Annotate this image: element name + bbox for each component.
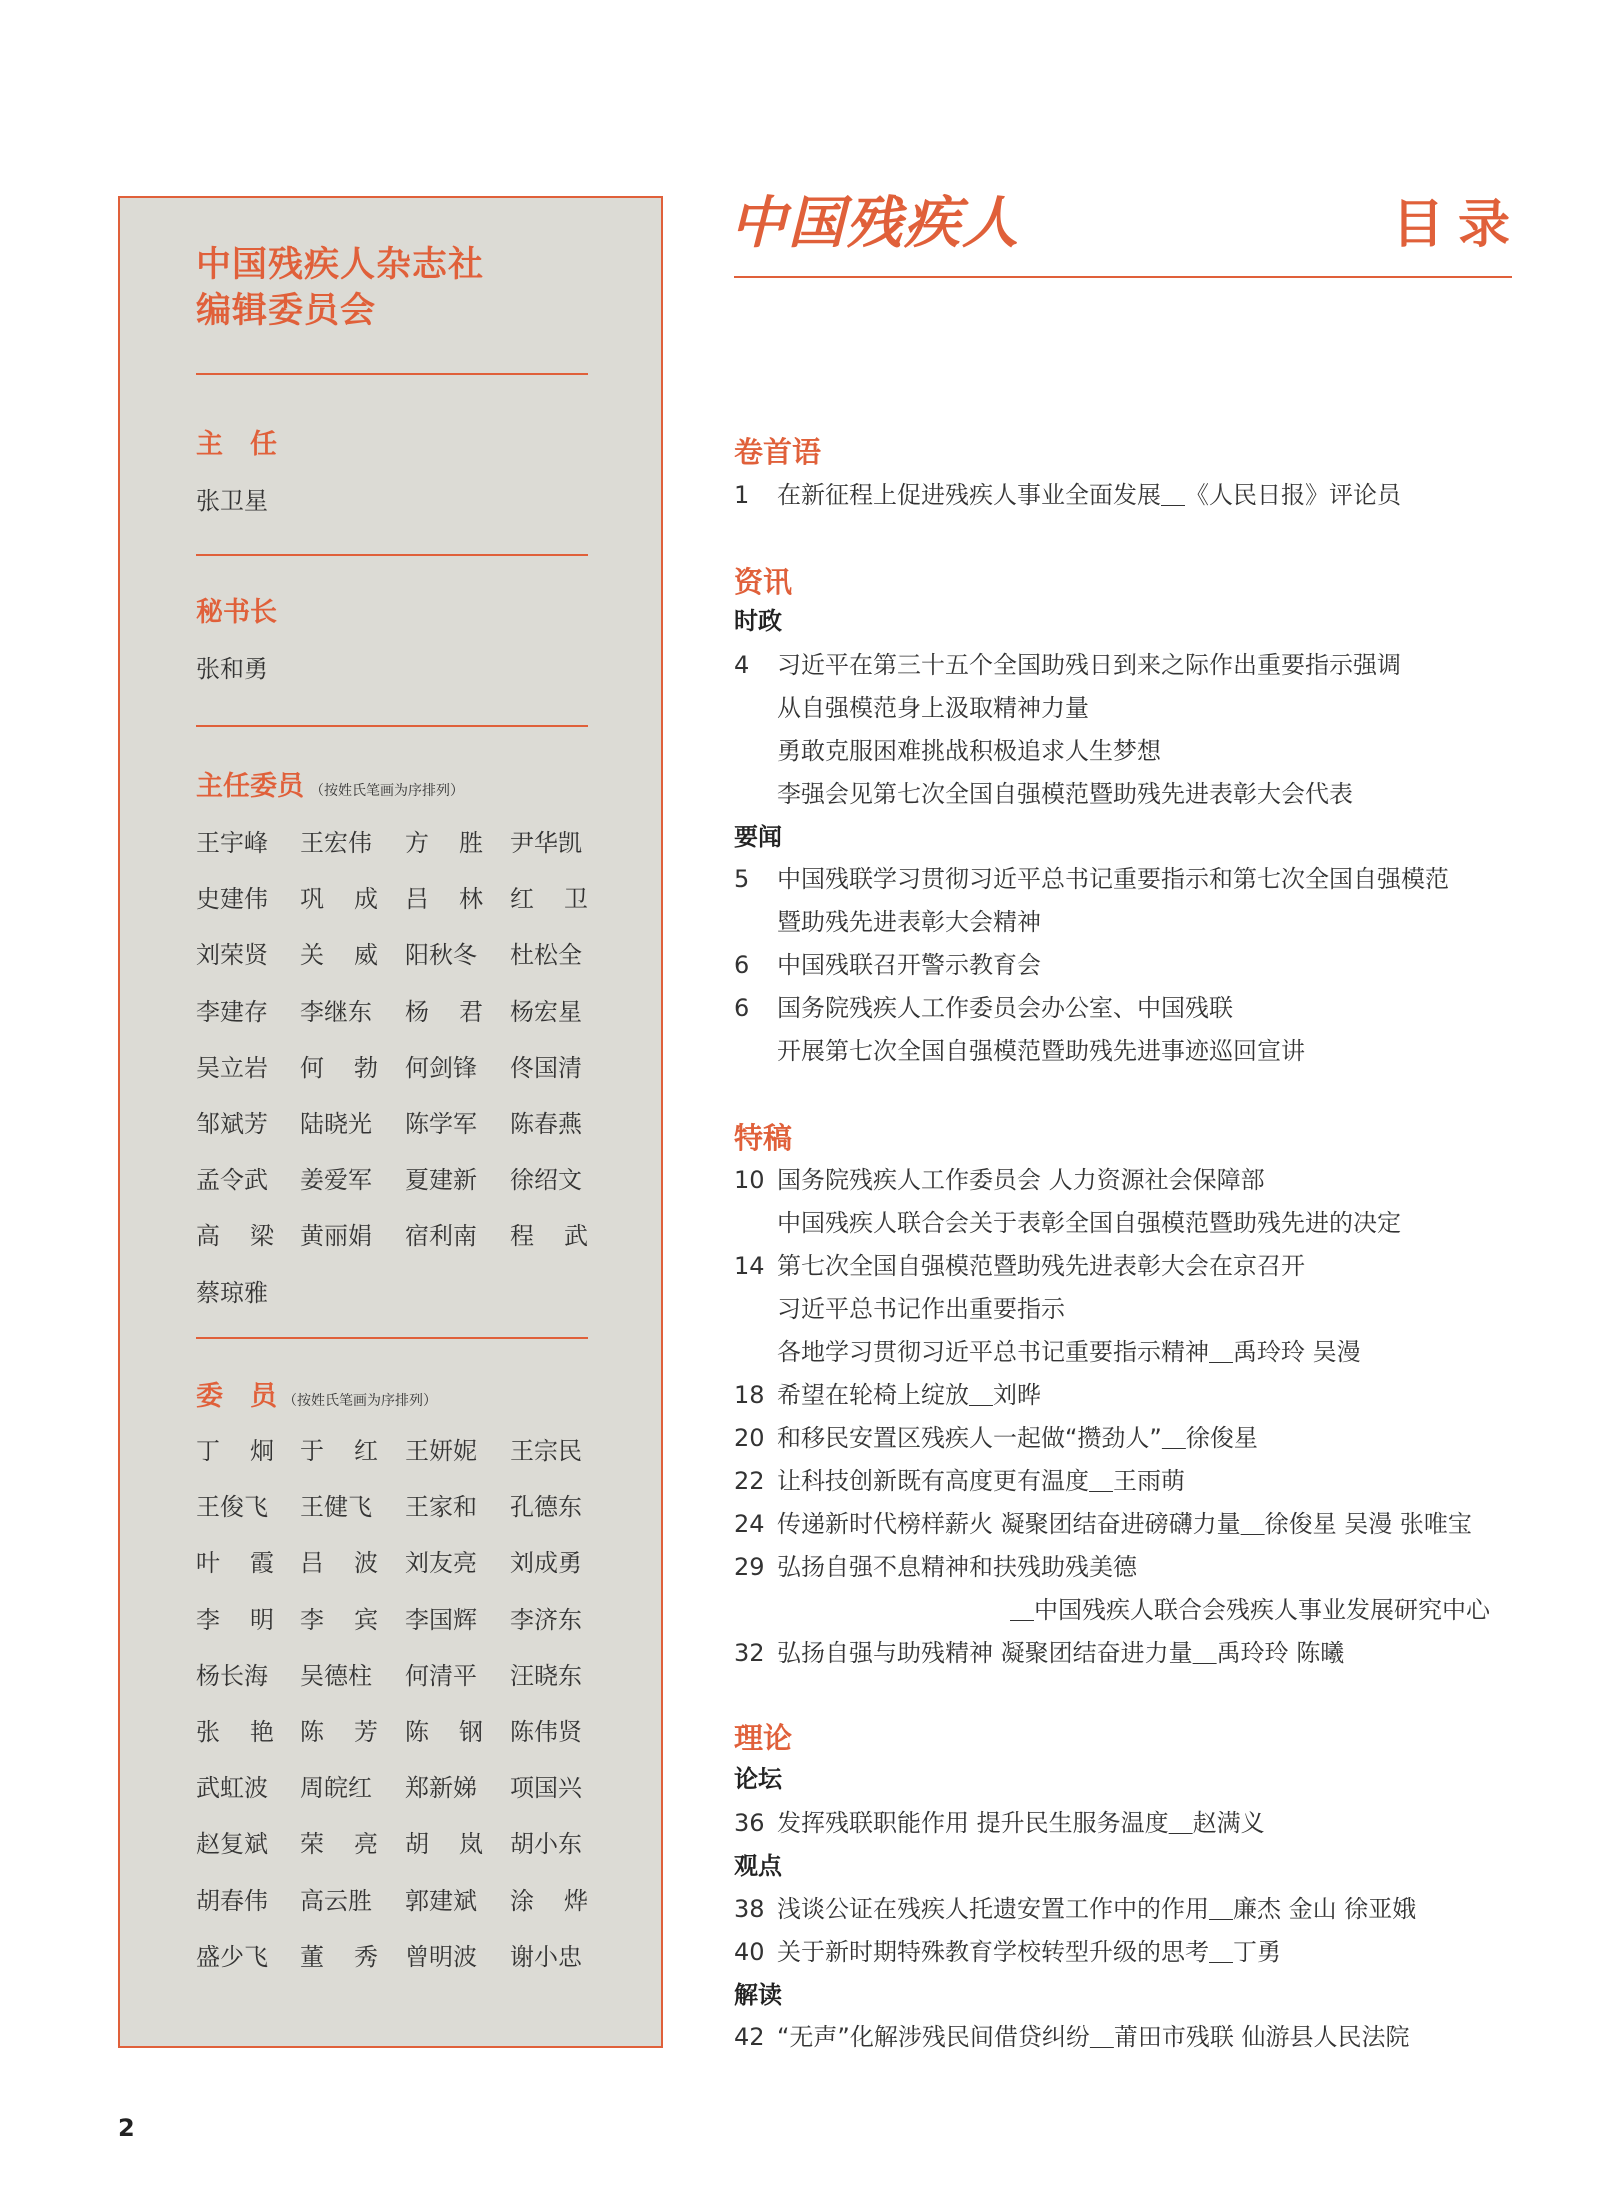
member-name: 李济东 [510,1605,582,1634]
page-number: 2 [118,2114,135,2142]
page-ref: 38 [734,1895,765,1923]
member-name: 谢小忠 [510,1942,582,1971]
page-ref: 6 [734,951,750,979]
member-name: 吕林 [405,885,483,914]
member-name: 陆晓光 [300,1110,372,1138]
member-name: 李宾 [300,1605,378,1634]
member-name: 刘成勇 [510,1549,582,1578]
member-name: 刘友亮 [405,1549,477,1578]
toc-entry[interactable]: 传递新时代榜样薪火 凝聚团结奋进磅礴力量＿徐俊星 吴漫 张唯宝 [777,1510,1472,1538]
member-name: 项国兴 [510,1774,582,1803]
subsection-heading: 要闻 [734,823,782,851]
page-ref: 10 [734,1166,765,1194]
subsection-heading: 观点 [734,1852,782,1880]
page-ref: 14 [734,1252,765,1280]
member-name: 张艳 [196,1718,274,1746]
member-name: 高云胜 [300,1886,372,1915]
subsection-heading: 论坛 [734,1765,782,1793]
toc-entry-line[interactable]: ＿中国残疾人联合会残疾人事业发展研究中心 [1010,1596,1490,1624]
member-name: 郑新娣 [405,1774,477,1803]
toc-entry[interactable]: 在新征程上促进残疾人事业全面发展＿《人民日报》评论员 [777,481,1401,509]
toc-entry-line[interactable]: 中国残疾人联合会关于表彰全国自强模范暨助残先进的决定 [777,1209,1401,1237]
member-name: 王健飞 [300,1493,372,1522]
page-ref: 18 [734,1381,765,1409]
member-name: 程武 [510,1222,588,1251]
toc-entry-line[interactable]: 勇敢克服困难挑战积极追求人生梦想 [777,737,1161,765]
main-members-label [196,770,464,808]
page-ref: 40 [734,1938,765,1966]
member-name: 蔡琼雅 [196,1278,268,1307]
member-name: 高梁 [196,1222,274,1251]
toc-entry-line[interactable]: 暨助残先进表彰大会精神 [777,908,1041,936]
page-ref: 29 [734,1553,765,1581]
member-name: 关威 [300,941,378,970]
order-note: （按姓氏笔画为序排列） [283,1393,437,1409]
member-name: 荣亮 [300,1830,378,1859]
section-heading: 理论 [734,1721,793,1755]
toc-entry-line[interactable]: 各地学习贯彻习近平总书记重要指示精神＿禹玲玲 吴漫 [777,1338,1361,1366]
page-ref: 6 [734,994,750,1022]
order-note: （按姓氏笔画为序排列） [310,783,464,799]
toc-entry[interactable]: 和移民安置区残疾人一起做“攒劲人”＿徐俊星 [777,1424,1258,1452]
member-name: 黄丽娟 [300,1222,372,1251]
member-name: 杨宏星 [510,997,582,1026]
member-name: 杨长海 [196,1661,268,1690]
member-name: 丁炯 [196,1437,274,1465]
member-name: 曾明波 [405,1942,477,1971]
member-name: 陈春燕 [510,1110,582,1138]
subsection-heading: 时政 [734,607,782,635]
toc-entry[interactable]: 国务院残疾人工作委员会办公室、中国残联 [777,994,1233,1022]
member-name: 邹斌芳 [196,1110,268,1138]
member-name: 夏建新 [405,1166,477,1195]
member-name: 董秀 [300,1942,378,1971]
page-ref: 1 [734,481,750,509]
toc-entry[interactable]: 希望在轮椅上绽放＿刘晔 [777,1381,1041,1409]
member-name: 李国辉 [405,1605,477,1634]
page-ref: 42 [734,2023,765,2051]
board-title-line2: 编辑委员会 [196,291,377,331]
page-ref: 24 [734,1510,765,1538]
main-members-title: 主任委员 [196,771,304,802]
member-name: 王宇峰 [196,829,268,857]
member-name: 盛少飞 [196,1942,268,1971]
member-name: 佟国清 [510,1053,582,1082]
member-name: 郭建斌 [405,1886,477,1915]
toc-entry[interactable]: 中国残联召开警示教育会 [777,951,1041,979]
section-heading: 特稿 [734,1121,793,1155]
member-name: 胡岚 [405,1830,483,1859]
member-name: 何剑锋 [405,1053,477,1082]
page-ref: 36 [734,1809,765,1837]
member-name: 王家和 [405,1493,477,1522]
toc-title: 目录 [1392,194,1525,255]
editorial-board-panel [118,196,663,2048]
divider [196,373,588,375]
divider [196,554,588,556]
member-name: 吴立岩 [196,1053,268,1082]
member-name: 胡春伟 [196,1886,268,1915]
page-ref: 20 [734,1424,765,1452]
toc-entry[interactable]: 国务院残疾人工作委员会 人力资源社会保障部 [777,1166,1265,1194]
toc-entry[interactable]: 中国残联学习贯彻习近平总书记重要指示和第七次全国自强模范 [777,865,1449,893]
section-heading: 卷首语 [734,435,822,469]
member-name: 吕波 [300,1549,378,1578]
subsection-heading: 解读 [734,1981,782,2009]
page-ref: 22 [734,1467,765,1495]
director-name: 张卫星 [196,487,268,515]
member-name: 武虹波 [196,1774,268,1803]
divider [196,725,588,727]
members-label [196,1380,437,1418]
member-name: 李建存 [196,997,268,1026]
member-name: 巩成 [300,885,378,914]
member-name: 阳秋冬 [405,941,477,970]
member-name: 红卫 [510,885,588,914]
toc-entry[interactable]: “无声”化解涉残民间借贷纠纷＿莆田市残联 仙游县人民法院 [777,2023,1410,2051]
toc-entry-line[interactable]: 李强会见第七次全国自强模范暨助残先进表彰大会代表 [777,780,1353,808]
member-name: 杜松全 [510,941,582,970]
toc-entry[interactable]: 让科技创新既有高度更有温度＿王雨萌 [777,1467,1185,1495]
member-name: 杨君 [405,997,483,1026]
member-name: 王宏伟 [300,829,372,857]
secretary-name: 张和勇 [196,655,268,683]
divider [196,1337,588,1339]
member-name: 陈学军 [405,1110,477,1138]
member-name: 周皖红 [300,1774,372,1803]
toc-entry[interactable]: 第七次全国自强模范暨助残先进表彰大会在京召开 [777,1252,1305,1280]
toc-entry[interactable]: 关于新时期特殊教育学校转型升级的思考＿丁勇 [777,1938,1281,1966]
member-name: 孟令武 [196,1166,268,1195]
member-name: 于红 [300,1437,378,1465]
toc-entry-line[interactable]: 习近平总书记作出重要指示 [777,1295,1065,1323]
members-title: 委 员 [196,1381,277,1412]
secretary-label: 秘书长 [196,597,277,628]
toc-entry[interactable]: 浅谈公证在残疾人托遗安置工作中的作用＿廉杰 金山 徐亚娥 [777,1895,1417,1923]
member-name: 赵复斌 [196,1830,268,1859]
member-name: 徐绍文 [510,1166,582,1195]
member-name: 王宗民 [510,1437,582,1465]
member-name: 李明 [196,1605,274,1634]
member-name: 陈芳 [300,1718,378,1746]
member-name: 陈钢 [405,1718,483,1746]
member-name: 叶霞 [196,1549,274,1578]
member-name: 孔德东 [510,1493,582,1522]
member-name: 刘荣贤 [196,941,268,970]
member-name: 何清平 [405,1661,477,1690]
member-name: 尹华凯 [510,829,582,857]
page-ref: 32 [734,1639,765,1667]
magazine-logo: 中国残疾人 [730,190,1020,256]
member-name: 汪晓东 [510,1661,582,1690]
member-name: 何勃 [300,1053,378,1082]
member-name: 陈伟贤 [510,1718,582,1746]
member-name: 吴德柱 [300,1661,372,1690]
member-name: 王妍妮 [405,1437,477,1465]
toc-entry-line[interactable]: 开展第七次全国自强模范暨助残先进事迹巡回宣讲 [777,1037,1305,1065]
toc-entry[interactable]: 弘扬自强不息精神和扶残助残美德 [777,1553,1137,1581]
toc-entry[interactable]: 习近平在第三十五个全国助残日到来之际作出重要指示强调 [777,651,1401,679]
board-title-line1: 中国残疾人杂志社 [196,245,485,285]
page-ref: 5 [734,865,750,893]
toc-entry[interactable]: 弘扬自强与助残精神 凝聚团结奋进力量＿禹玲玲 陈曦 [777,1639,1345,1667]
member-name: 姜爱军 [300,1166,372,1195]
member-name: 胡小东 [510,1830,582,1859]
member-name: 方胜 [405,829,483,857]
header-rule [734,276,1512,278]
toc-entry[interactable]: 发挥残联职能作用 提升民生服务温度＿赵满义 [777,1809,1265,1837]
member-name: 涂烨 [510,1886,588,1915]
section-heading: 资讯 [734,565,793,599]
director-label: 主 任 [196,429,277,460]
member-name: 王俊飞 [196,1493,268,1522]
member-name: 李继东 [300,997,372,1026]
member-name: 宿利南 [405,1222,477,1251]
page-ref: 4 [734,651,750,679]
toc-entry-line[interactable]: 从自强模范身上汲取精神力量 [777,694,1089,722]
member-name: 史建伟 [196,885,268,914]
